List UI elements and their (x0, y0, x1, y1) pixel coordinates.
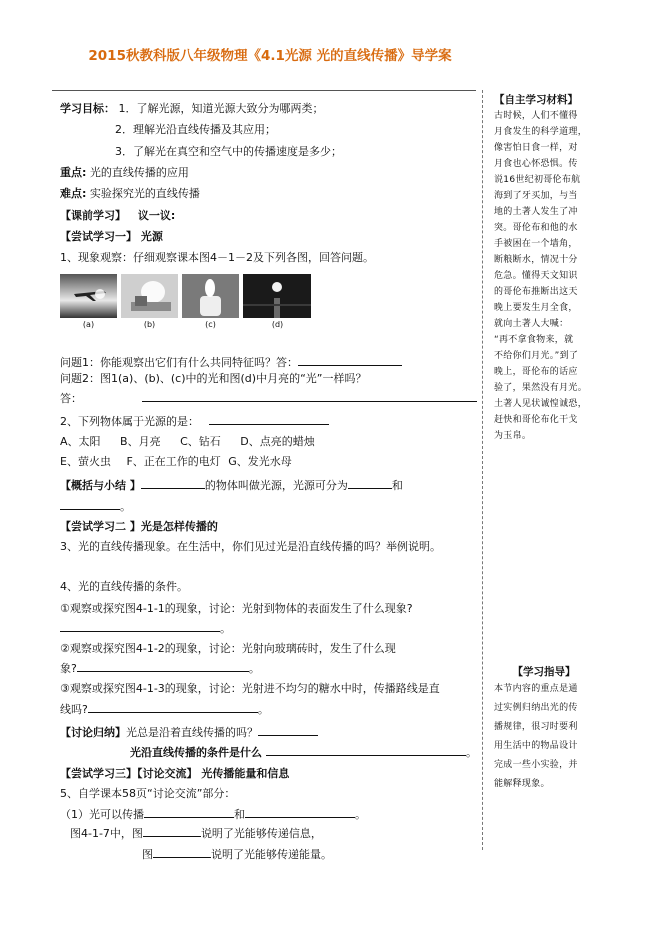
materials-line: 月食也心怀恐惧。传 (494, 159, 578, 169)
goal-item-3: 3．了解光在真空和空气中的传播速度是多少； (115, 145, 342, 158)
materials-line: 赶快和哥伦布化干戈 (494, 415, 578, 425)
problem-2-row (60, 372, 366, 386)
materials-line: 海到了牙买加，与当 (494, 191, 578, 201)
preclass-heading-row (60, 209, 175, 223)
question-5-sub-1: （1）光可以传播 和 。 (60, 808, 366, 821)
question-5-fig-row-2 (142, 846, 332, 862)
question-4-item-1-blank[interactable] (60, 620, 220, 632)
summary-text: 的物体叫做光源，光源可分为 (204, 479, 348, 492)
discuss-condition-blank[interactable] (266, 744, 466, 756)
caption-b: (b) (143, 320, 156, 329)
materials-line: 晚上，哥伦布的话应 (494, 367, 578, 377)
discuss-label: 【讨论归纳】 (60, 726, 126, 739)
airplane-photo (60, 274, 117, 318)
materials-line: 手被困在一个墙角， (494, 239, 578, 249)
question-4-item-2-blank[interactable] (77, 660, 249, 672)
difficulty-text: 实验探究光的直线传播 (89, 187, 200, 200)
discuss-text: 光总是沿着直线传播的吗？ (126, 726, 258, 739)
materials-line: 为玉帛。 (494, 431, 532, 441)
answer-row (60, 390, 477, 406)
difficulty-row (60, 187, 200, 201)
column-divider (482, 90, 483, 850)
question-4-item-1-answer: 。 (60, 620, 231, 636)
option-d: D、点亮的蜡烛 (240, 435, 315, 448)
keypoint-row (60, 166, 189, 180)
question-4-item-3: ③观察或探究图4-1-3的现象，讨论：光射进不均匀的糖水中时，传播路线是直 (60, 682, 440, 695)
guide-line: 用生活中的物品设计 (494, 741, 578, 751)
problem-2-text: 图1(a)、(b)、(c)中的光和图(d)中月亮的“光”一样吗？ (100, 372, 367, 385)
materials-line: 就向土著人大喊： (494, 319, 569, 329)
discuss-condition-row: 光沿直线传播的条件是什么 。 (130, 746, 477, 759)
guide-line: 播规律，很习时要利 (494, 722, 578, 732)
guide-heading: 【学习指导】 (512, 666, 576, 678)
option-c: C、钻石 (180, 435, 221, 448)
materials-line: 晚上要发生月全食， (494, 303, 578, 313)
problem-2-label: 问题2： (60, 372, 100, 385)
materials-line: 断粮断水，情况十分 (494, 255, 578, 265)
summary-row-2: 。 (60, 498, 131, 514)
option-a: A、太阳 (60, 435, 101, 448)
sidebar-guide (494, 664, 594, 794)
option-f: F、正在工作的电灯 (126, 455, 221, 468)
question-2-row (60, 413, 329, 429)
question-2: 2、下列物体属于光源的是： (60, 415, 199, 428)
keypoint-label: 重点: (60, 166, 87, 179)
summary-label: 【概括与小结 】 (60, 479, 141, 492)
caption-a: (a) (82, 320, 95, 329)
materials-line: 不给你们月光。”到了 (494, 351, 579, 361)
summary-row (60, 477, 403, 493)
option-g: G、发光水母 (228, 455, 292, 468)
question-5-blank-2[interactable] (245, 806, 355, 818)
materials-line: 像害怕日食一样，对 (494, 143, 578, 153)
question-5-fig-suffix-2: 说明了光能够传递能量。 (211, 848, 332, 861)
materials-line: 突。哥伦布和他的水 (494, 223, 578, 233)
option-e: E、萤火虫 (60, 455, 111, 468)
question-5: 5、自学课本58页“讨论交流”部分： (60, 787, 236, 800)
answer-label: 答： (60, 392, 82, 405)
summary-blank-1[interactable] (141, 477, 205, 489)
guide-line: 完成一些小实验，并 (494, 760, 578, 770)
question-2-blank[interactable] (209, 413, 329, 425)
keypoint-text: 光的直线传播的应用 (89, 166, 189, 179)
question-4-item-2-answer: 象? 。 (60, 662, 260, 675)
materials-line: 说16世纪初哥伦布航 (494, 175, 581, 185)
materials-line: 危急。懂得天文知识 (494, 271, 578, 281)
materials-line: 验了，果然没有月光。 (494, 383, 588, 393)
question-5-sub-1-text: （1）光可以传播 (60, 808, 144, 821)
question-2-options-1 (60, 435, 315, 449)
question-1: 1、现象观察：仔细观察课本图4－1－2及下列各图，回答问题。 (60, 251, 374, 264)
caption-d: (d) (271, 320, 284, 329)
question-5-fig-row-1 (70, 825, 322, 841)
question-4-item-1: ①观察或探究图4-1-1的现象，讨论：光射到物体的表面发生了什么现象? (60, 602, 413, 615)
question-5-blank-3[interactable] (143, 825, 201, 837)
option-b: B、月亮 (120, 435, 161, 448)
guide-line: 本节内容的重点是通 (494, 684, 578, 694)
caption-c: (c) (205, 320, 216, 329)
try1-heading: 【尝试学习一】 光源 (60, 230, 163, 243)
question-4-item-2b: 讨论：光射向玻璃砖时，发生了什么现 (208, 642, 396, 655)
answer-blank[interactable] (142, 390, 477, 402)
summary-blank-3[interactable] (60, 498, 120, 510)
problem-1-label: 问题1： (60, 356, 100, 369)
summary-blank-2[interactable] (348, 477, 392, 489)
title-rule (52, 90, 476, 91)
materials-line: 古时候，人们不懂得 (494, 111, 578, 121)
difficulty-label: 难点: (60, 187, 87, 200)
candle-photo (182, 274, 239, 318)
question-4: 4、光的直线传播的条件。 (60, 580, 188, 593)
guide-body (494, 680, 594, 794)
materials-line: 土著人见状诚惶诚恐， (494, 399, 588, 409)
question-4-item-3b: 线吗? (60, 703, 88, 716)
summary-and: 和 (391, 479, 403, 492)
question-4-item-2a: ②观察或探究图4-1-2的现象， (60, 642, 209, 655)
discuss-blank[interactable] (258, 724, 318, 736)
try3-heading: 【尝试学习三】【讨论交流】 光传播能量和信息 (60, 767, 290, 780)
materials-line: 地的土著人发生了冲 (494, 207, 578, 217)
sidebar-materials (494, 92, 594, 444)
question-4-item-3-blank[interactable] (88, 701, 258, 713)
goals-label: 学习目标： (60, 102, 115, 115)
problem-1-text: 你能观察出它们有什么共同特征吗？答： (100, 356, 298, 369)
discuss-condition: 光沿直线传播的条件是什么 (130, 746, 262, 759)
guide-line: 能解释现象。 (494, 779, 550, 789)
question-5-blank-1[interactable] (144, 806, 234, 818)
question-5-fig-suffix-1: 说明了光能够传递信息， (200, 827, 322, 840)
materials-body (494, 108, 594, 444)
question-4-item-2-row (60, 642, 396, 656)
question-2-options-2 (60, 455, 292, 469)
problem-1-row (60, 354, 402, 370)
lamp-photo (121, 274, 178, 318)
question-5-blank-4[interactable] (153, 846, 211, 858)
question-4-item-3-answer: 线吗? 。 (60, 703, 269, 716)
materials-line: “再不拿食物来，就 (494, 335, 574, 345)
question-4-item-2c: 象? (60, 662, 77, 675)
problem-1-blank[interactable] (298, 354, 402, 366)
question-3: 3、光的直线传播现象。在生活中，你们见过光是沿直线传播的吗？举例说明。 (60, 540, 441, 553)
goal-item-2: 2．理解光沿直线传播及其应用； (115, 123, 276, 136)
question-5-fig-prefix: 图4-1-7中，图 (70, 827, 143, 840)
page-title: 2015秋教科版八年级物理《4.1光源 光的直线传播》导学案 (88, 48, 452, 64)
materials-heading: 【自主学习材料】 (494, 94, 578, 106)
try2-heading: 【尝试学习二 】光是怎样传播的 (60, 520, 218, 533)
goals-row (60, 102, 324, 116)
goal-item-1: 1．了解光源，知道光源大致分为哪两类； (118, 102, 324, 115)
preclass-heading: 【课前学习】 (60, 209, 126, 222)
question-5-and: 和 (234, 808, 245, 821)
materials-line: 的哥伦布推断出这天 (494, 287, 578, 297)
guide-line: 过实例归纳出光的传 (494, 703, 578, 713)
discuss-row (60, 724, 318, 740)
moon-over-sea-photo (243, 274, 311, 318)
question-5-fig-prefix-2: 图 (142, 848, 153, 861)
preclass-sub: 议一议: (137, 209, 176, 222)
materials-line: 月食发生的科学道理， (494, 127, 588, 137)
